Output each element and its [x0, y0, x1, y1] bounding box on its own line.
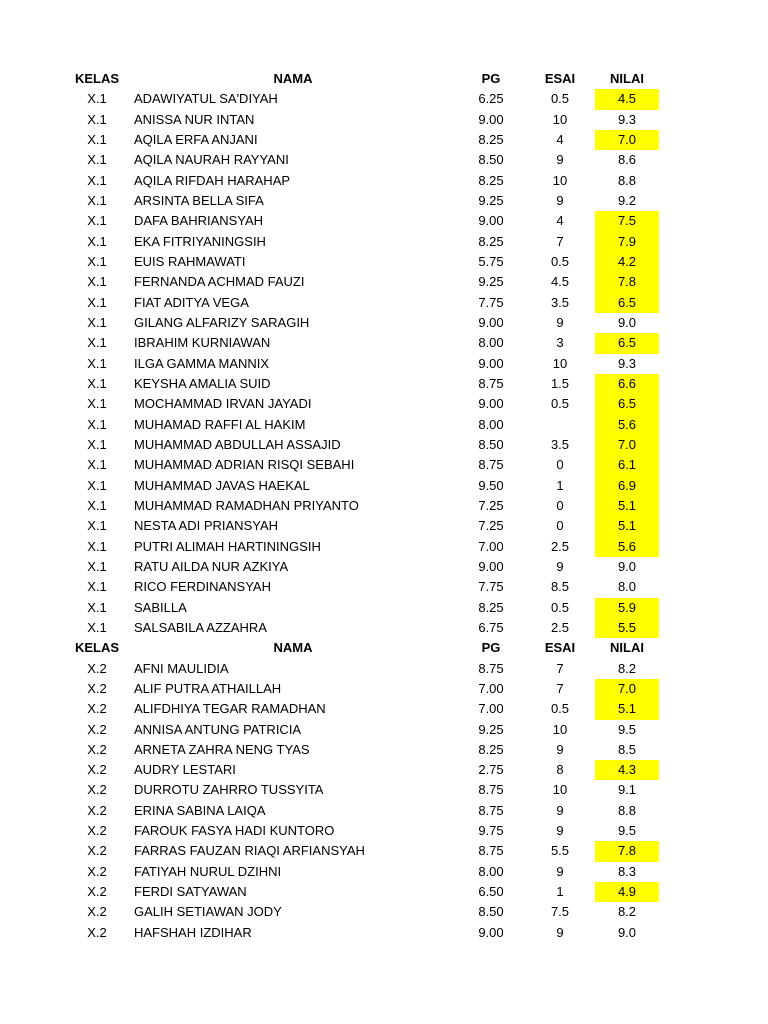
table-row: [0, 679, 768, 699]
cell-nama: FAROUK FASYA HADI KUNTORO: [134, 823, 335, 839]
cell-esai: 9: [556, 741, 564, 757]
column-header-nama: NAMA: [273, 71, 313, 86]
cell-esai: 7: [556, 660, 564, 676]
table-row: [0, 659, 768, 679]
cell-esai: 7: [556, 680, 564, 696]
cell-pg: 8.75: [478, 457, 504, 473]
cell-nama: RICO FERDINANSYAH: [134, 579, 271, 595]
cell-kelas: X.1: [87, 253, 107, 269]
cell-pg: 9.75: [478, 823, 504, 839]
cell-nilai: 8.5: [617, 741, 637, 757]
cell-pg: 8.50: [478, 904, 504, 920]
cell-pg: 9.00: [478, 213, 504, 229]
cell-pg: 5.75: [478, 253, 504, 269]
cell-esai: 8.5: [550, 579, 570, 595]
cell-nama: ILGA GAMMA MANNIX: [134, 355, 270, 371]
cell-nilai: 9.5: [617, 721, 637, 737]
table-row: [0, 110, 768, 130]
cell-nilai: 7.0: [595, 130, 659, 150]
cell-kelas: X.1: [87, 152, 107, 168]
cell-nama: ANISSA NUR INTAN: [134, 111, 255, 127]
cell-pg: 9.25: [478, 274, 504, 290]
cell-nama: PUTRI ALIMAH HARTININGSIH: [134, 538, 321, 554]
cell-nama: MOCHAMMAD IRVAN JAYADI: [134, 396, 312, 412]
table-row: [0, 537, 768, 557]
cell-nama: GILANG ALFARIZY SARAGIH: [134, 314, 310, 330]
grade-sheet: [0, 69, 768, 943]
table-row: [0, 455, 768, 475]
cell-pg: 8.50: [478, 436, 504, 452]
cell-nilai: 8.8: [617, 172, 637, 188]
cell-kelas: X.1: [87, 355, 107, 371]
cell-pg: 8.75: [478, 782, 504, 798]
cell-kelas: X.2: [87, 721, 107, 737]
table-row: [0, 862, 768, 882]
cell-esai: 4: [556, 131, 564, 147]
table-row: [0, 699, 768, 719]
cell-nilai: 9.5: [617, 823, 637, 839]
cell-kelas: X.2: [87, 802, 107, 818]
cell-nilai: 5.1: [595, 699, 659, 719]
cell-nilai: 5.1: [595, 496, 659, 516]
cell-kelas: X.1: [87, 416, 107, 432]
cell-nama: FERNANDA ACHMAD FAUZI: [134, 274, 305, 290]
table-row: [0, 496, 768, 516]
cell-pg: 9.00: [478, 111, 504, 127]
cell-esai: 10: [552, 172, 568, 188]
cell-esai: 2.5: [550, 619, 570, 635]
cell-pg: 7.00: [478, 538, 504, 554]
cell-esai: 1: [556, 477, 564, 493]
cell-pg: 8.75: [478, 375, 504, 391]
column-header-pg: PG: [481, 640, 501, 656]
cell-kelas: X.1: [87, 131, 107, 147]
cell-kelas: X.2: [87, 701, 107, 717]
cell-nilai: 7.0: [595, 679, 659, 699]
cell-pg: 8.50: [478, 152, 504, 168]
cell-esai: 0: [556, 457, 564, 473]
cell-kelas: X.1: [87, 192, 107, 208]
cell-nilai: 9.0: [617, 314, 637, 330]
cell-kelas: X.2: [87, 660, 107, 676]
table-row: [0, 720, 768, 740]
cell-nama: ALIF PUTRA ATHAILLAH: [134, 680, 282, 696]
cell-nama: ERINA SABINA LAIQA: [134, 802, 266, 818]
cell-pg: 9.50: [478, 477, 504, 493]
header-row: [0, 638, 768, 658]
cell-esai: 1.5: [550, 375, 570, 391]
cell-kelas: X.1: [87, 457, 107, 473]
cell-esai: 0.5: [550, 599, 570, 615]
cell-nilai: 7.8: [595, 841, 659, 861]
cell-nilai: 6.5: [595, 333, 659, 353]
cell-esai: 3.5: [550, 294, 570, 310]
cell-pg: 9.25: [478, 192, 504, 208]
table-row: [0, 882, 768, 902]
cell-esai: 9: [556, 924, 564, 940]
cell-nilai: 6.9: [595, 476, 659, 496]
cell-nilai: 9.0: [617, 558, 637, 574]
table-row: [0, 618, 768, 638]
table-row: [0, 211, 768, 231]
cell-pg: 9.00: [478, 314, 504, 330]
cell-kelas: X.1: [87, 619, 107, 635]
cell-esai: 0.5: [550, 253, 570, 269]
cell-nilai: 6.6: [595, 374, 659, 394]
cell-esai: 9: [556, 192, 564, 208]
cell-pg: 9.00: [478, 355, 504, 371]
cell-pg: 8.00: [478, 863, 504, 879]
cell-esai: 0.5: [550, 701, 570, 717]
cell-nama: ANNISA ANTUNG PATRICIA: [134, 721, 302, 737]
cell-esai: 2.5: [550, 538, 570, 554]
cell-nama: AUDRY LESTARI: [134, 762, 236, 778]
cell-kelas: X.2: [87, 884, 107, 900]
cell-nilai: 7.8: [595, 272, 659, 292]
cell-nilai: 5.5: [595, 618, 659, 638]
cell-nilai: 8.2: [617, 660, 637, 676]
cell-kelas: X.2: [87, 741, 107, 757]
cell-esai: 3: [556, 335, 564, 351]
cell-pg: 7.25: [478, 518, 504, 534]
cell-nama: AQILA NAURAH RAYYANI: [134, 152, 289, 168]
table-row: [0, 902, 768, 922]
cell-nama: AQILA RIFDAH HARAHAP: [134, 172, 291, 188]
cell-pg: 8.25: [478, 599, 504, 615]
cell-nilai: 6.5: [595, 293, 659, 313]
cell-nama: FARRAS FAUZAN RIAQI ARFIANSYAH: [134, 843, 365, 859]
cell-nama: ADAWIYATUL SA'DIYAH: [134, 91, 278, 107]
cell-nama: FATIYAH NURUL DZIHNI: [134, 863, 282, 879]
table-row: [0, 516, 768, 536]
cell-nama: SABILLA: [134, 599, 187, 615]
table-row: [0, 191, 768, 211]
cell-pg: 8.25: [478, 131, 504, 147]
cell-esai: 3.5: [550, 436, 570, 452]
cell-esai: 9: [556, 314, 564, 330]
cell-kelas: X.1: [87, 91, 107, 107]
cell-nilai: 9.2: [617, 192, 637, 208]
table-row: [0, 272, 768, 292]
cell-esai: 9: [556, 152, 564, 168]
cell-kelas: X.2: [87, 762, 107, 778]
table-row: [0, 841, 768, 861]
cell-nama: FERDI SATYAWAN: [134, 884, 247, 900]
cell-nilai: 5.6: [595, 537, 659, 557]
cell-pg: 9.25: [478, 721, 504, 737]
cell-nama: AFNI MAULIDIA: [134, 660, 229, 676]
cell-nilai: 8.0: [617, 579, 637, 595]
column-header-nama: NAMA: [273, 640, 313, 656]
cell-nama: MUHAMMAD ABDULLAH ASSAJID: [134, 436, 341, 452]
cell-kelas: X.1: [87, 335, 107, 351]
cell-nama: DAFA BAHRIANSYAH: [134, 213, 264, 229]
cell-kelas: X.1: [87, 497, 107, 513]
cell-esai: 1: [556, 884, 564, 900]
cell-nama: RATU AILDA NUR AZKIYA: [134, 558, 289, 574]
cell-nama: SALSABILA AZZAHRA: [134, 619, 267, 635]
cell-kelas: X.1: [87, 599, 107, 615]
cell-pg: 8.25: [478, 172, 504, 188]
cell-esai: 10: [552, 721, 568, 737]
cell-kelas: X.1: [87, 579, 107, 595]
cell-esai: 10: [552, 355, 568, 371]
cell-pg: 7.75: [478, 579, 504, 595]
table-row: [0, 760, 768, 780]
cell-pg: 8.25: [478, 741, 504, 757]
cell-nama: GALIH SETIAWAN JODY: [134, 904, 282, 920]
column-header-kelas: KELAS: [74, 640, 120, 656]
cell-pg: 9.00: [478, 396, 504, 412]
cell-nilai: 5.9: [595, 598, 659, 618]
cell-pg: 8.75: [478, 802, 504, 818]
cell-nilai: 9.1: [617, 782, 637, 798]
table-row: [0, 374, 768, 394]
cell-nama: MUHAMMAD RAMADHAN PRIYANTO: [134, 497, 359, 513]
cell-nama: MUHAMMAD ADRIAN RISQI SEBAHI: [134, 457, 355, 473]
column-header-esai: ESAI: [544, 71, 576, 86]
cell-esai: 9: [556, 863, 564, 879]
cell-kelas: X.1: [87, 518, 107, 534]
column-header-kelas: KELAS: [74, 71, 120, 86]
column-header-nilai: NILAI: [610, 640, 644, 656]
cell-esai: 8: [556, 762, 564, 778]
table-row: [0, 232, 768, 252]
cell-pg: 9.00: [478, 924, 504, 940]
table-row: [0, 557, 768, 577]
cell-esai: 9: [556, 823, 564, 839]
cell-nama: NESTA ADI PRIANSYAH: [134, 518, 279, 534]
cell-kelas: X.2: [87, 680, 107, 696]
cell-nilai: 4.2: [595, 252, 659, 272]
cell-nilai: 8.2: [617, 904, 637, 920]
cell-esai: 5.5: [550, 843, 570, 859]
cell-kelas: X.1: [87, 314, 107, 330]
cell-kelas: X.1: [87, 477, 107, 493]
cell-pg: 6.75: [478, 619, 504, 635]
cell-kelas: X.2: [87, 863, 107, 879]
cell-esai: 4: [556, 213, 564, 229]
cell-nama: FIAT ADITYA VEGA: [134, 294, 249, 310]
cell-nama: KEYSHA AMALIA SUID: [134, 375, 271, 391]
cell-pg: 7.00: [478, 701, 504, 717]
cell-pg: 8.00: [478, 335, 504, 351]
cell-esai: 0.5: [550, 91, 570, 107]
cell-nilai: 5.6: [595, 415, 659, 435]
cell-kelas: X.2: [87, 904, 107, 920]
cell-pg: 7.75: [478, 294, 504, 310]
cell-esai: 0: [556, 497, 564, 513]
table-row: [0, 333, 768, 353]
table-row: [0, 150, 768, 170]
cell-kelas: X.1: [87, 233, 107, 249]
cell-nilai: 4.3: [595, 760, 659, 780]
table-row: [0, 252, 768, 272]
cell-nilai: 8.3: [617, 863, 637, 879]
cell-nilai: 6.1: [595, 455, 659, 475]
cell-nama: ARSINTA BELLA SIFA: [134, 192, 264, 208]
table-row: [0, 293, 768, 313]
cell-kelas: X.2: [87, 924, 107, 940]
header-row: [0, 69, 768, 89]
table-row: [0, 780, 768, 800]
cell-esai: 4.5: [550, 274, 570, 290]
cell-pg: 6.25: [478, 91, 504, 107]
cell-kelas: X.2: [87, 782, 107, 798]
table-row: [0, 89, 768, 109]
cell-pg: 8.00: [478, 416, 504, 432]
column-header-nilai: NILAI: [610, 71, 644, 86]
cell-kelas: X.1: [87, 375, 107, 391]
cell-nama: ARNETA ZAHRA NENG TYAS: [134, 741, 310, 757]
cell-nama: ALIFDHIYA TEGAR RAMADHAN: [134, 701, 326, 717]
cell-esai: 7.5: [550, 904, 570, 920]
cell-nama: EUIS RAHMAWATI: [134, 253, 246, 269]
cell-pg: 7.00: [478, 680, 504, 696]
cell-nama: DURROTU ZAHRRO TUSSYITA: [134, 782, 324, 798]
table-row: [0, 130, 768, 150]
cell-pg: 9.00: [478, 558, 504, 574]
cell-esai: 7: [556, 233, 564, 249]
table-row: [0, 740, 768, 760]
cell-nama: MUHAMMAD JAVAS HAEKAL: [134, 477, 310, 493]
cell-esai: 9: [556, 802, 564, 818]
table-row: [0, 171, 768, 191]
table-row: [0, 313, 768, 333]
cell-pg: 8.75: [478, 843, 504, 859]
table-row: [0, 435, 768, 455]
cell-nilai: 7.9: [595, 232, 659, 252]
cell-kelas: X.1: [87, 172, 107, 188]
column-header-esai: ESAI: [544, 640, 576, 656]
cell-kelas: X.1: [87, 396, 107, 412]
cell-esai: 10: [552, 782, 568, 798]
cell-pg: 8.75: [478, 660, 504, 676]
table-row: [0, 821, 768, 841]
cell-kelas: X.1: [87, 213, 107, 229]
column-header-pg: PG: [481, 71, 501, 86]
cell-pg: 8.25: [478, 233, 504, 249]
table-row: [0, 923, 768, 943]
cell-nilai: 4.5: [595, 89, 659, 109]
cell-pg: 2.75: [478, 762, 504, 778]
cell-kelas: X.2: [87, 823, 107, 839]
cell-esai: 9: [556, 558, 564, 574]
cell-nilai: 6.5: [595, 394, 659, 414]
cell-nilai: 9.3: [617, 355, 637, 371]
cell-nilai: 9.3: [617, 111, 637, 127]
cell-nilai: 8.8: [617, 802, 637, 818]
table-row: [0, 394, 768, 414]
cell-kelas: X.1: [87, 274, 107, 290]
cell-esai: 10: [552, 111, 568, 127]
cell-pg: 6.50: [478, 884, 504, 900]
cell-kelas: X.1: [87, 111, 107, 127]
cell-kelas: X.2: [87, 843, 107, 859]
cell-kelas: X.1: [87, 558, 107, 574]
cell-nilai: 4.9: [595, 882, 659, 902]
table-row: [0, 598, 768, 618]
cell-kelas: X.1: [87, 294, 107, 310]
cell-esai: 0: [556, 518, 564, 534]
table-row: [0, 801, 768, 821]
table-row: [0, 577, 768, 597]
cell-nilai: 7.5: [595, 211, 659, 231]
cell-kelas: X.1: [87, 538, 107, 554]
cell-esai: 0.5: [550, 396, 570, 412]
cell-nama: EKA FITRIYANINGSIH: [134, 233, 266, 249]
cell-nama: IBRAHIM KURNIAWAN: [134, 335, 271, 351]
cell-nilai: 5.1: [595, 516, 659, 536]
cell-kelas: X.1: [87, 436, 107, 452]
cell-nilai: 7.0: [595, 435, 659, 455]
cell-nama: MUHAMAD RAFFI AL HAKIM: [134, 416, 306, 432]
table-row: [0, 354, 768, 374]
table-row: [0, 476, 768, 496]
cell-nama: HAFSHAH IZDIHAR: [134, 924, 252, 940]
table-row: [0, 415, 768, 435]
cell-pg: 7.25: [478, 497, 504, 513]
cell-nama: AQILA ERFA ANJANI: [134, 131, 258, 147]
cell-nilai: 8.6: [617, 152, 637, 168]
cell-nilai: 9.0: [617, 924, 637, 940]
